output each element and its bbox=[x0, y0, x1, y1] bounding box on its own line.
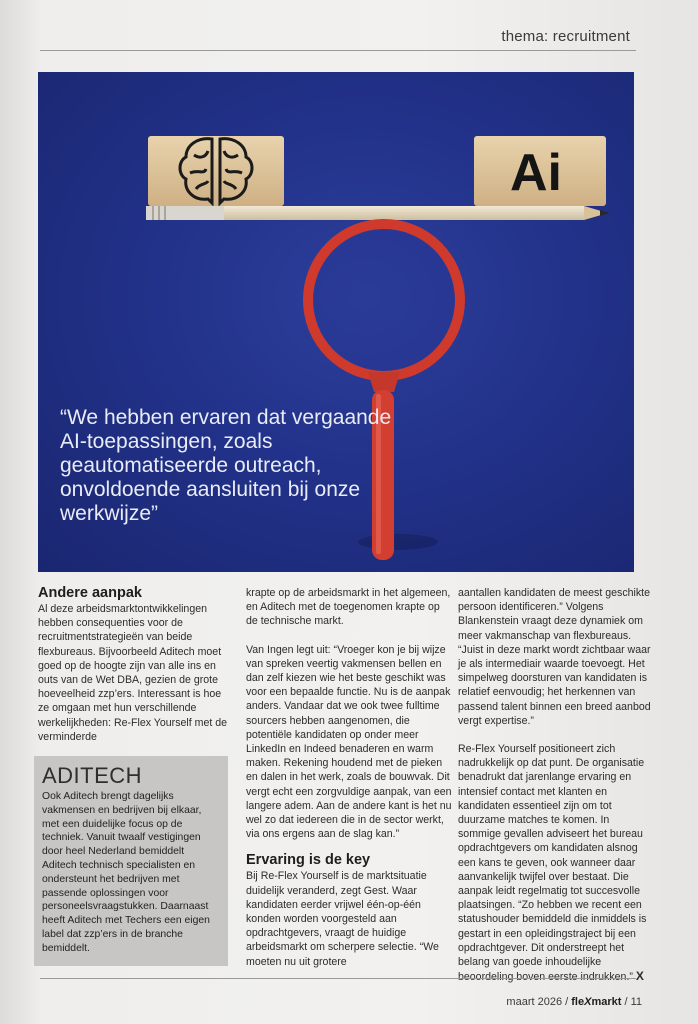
pencil-icon bbox=[146, 206, 610, 220]
brand-x: X bbox=[584, 996, 592, 1008]
bottom-divider bbox=[40, 978, 636, 979]
footer-page-number: / 11 bbox=[624, 996, 642, 1008]
footer-date: maart 2026 / bbox=[506, 996, 569, 1008]
wood-block-left bbox=[148, 136, 284, 206]
footer-brand-logo bbox=[571, 996, 621, 1008]
column-2 bbox=[246, 586, 452, 969]
column-1-paragraph-1: Al deze arbeidsmarktontwikkelingen hebben consequenties voor de recruitmentstrategieën van beide flexbureaus. Bijvoorbeeld Aditech moet goed op de hoogte zijn van alle ins en outs van de Wet DBA, gezien de grote hoeveelheid zzp’ers. Interessant is hoe ze omgaan met hun verschillende werkelijkheden: Re-Flex Yourself met de verminderde bbox=[38, 603, 228, 743]
column-1 bbox=[38, 584, 234, 744]
column-3-paragraph-2-text: Re-Flex Yourself positioneert zich nadrukkelijk op dat punt. De organisatie benadrukt dat jarenlange ervaring en intensief contact met klanten en kandidaten essentieel zijn om tot duurzame matches te komen. In sommige gevallen adviseert het bureau opdrachtgevers om kandidaten alsnog een kans te geven, ook wanneer daar aanvankelijk twijfel over bestaat. Die aanpak leidt regelmatig tot succesvolle plaatsingen. “Zo hebben we recent een statushouder bemiddeld die inmiddels is gestart in een opleidingstraject bij een opdrachtgever. Dit onderstreept het belang van goede inhoudelijke bbox=[458, 743, 647, 969]
column-2-paragraph-3: Bij Re-Flex Yourself is de marktsituatie duidelijk veranderd, zegt Gest. Waar kandidaten eerder vrijwel één-op-één konden worden voorgesteld aan opdrachtgevers, vraagt de huidige arbeidsmarkt om scherpere selectie. “We moeten nu uit grotere bbox=[246, 870, 439, 968]
column-2-paragraph-2: Van Ingen legt uit: “Vroeger kon je bij wijze van spreken veertig vakmensen bellen en dan zelf kiezen wie het beste geschikt was voor een bepaalde functie. Nu is de aanpak anders. Vandaar dat we ook twee fulltime sourcers hebben aangenomen, die potentiële kandidaten op onder meer LinkedIn en Indeed benaderen en warm maken. Rekening houdend met de pieken en dalen in het werk, zoals de bouwvak. Dit vergt echt een zorgvuldige aanpak, van een langere adem. Aan de andere kant is het nu wel zo dat iedereen die in de sector werkt, via ons ergens aan de slag kan.” bbox=[246, 643, 452, 841]
pull-quote: “We hebben ervaren dat vergaande AI-toepassingen, zoals geautomatiseerde outreach, onvoldoende aansluiten bij onze werkwijze” bbox=[60, 406, 392, 525]
end-mark-icon: X bbox=[635, 969, 644, 984]
section-theme-label: thema: recruitment bbox=[501, 28, 630, 45]
column-2-paragraph-1: krapte op de arbeidsmarkt in het algemeen, en Aditech met de toegenomen krapte op de technische markt. bbox=[246, 587, 451, 628]
top-divider bbox=[40, 50, 636, 51]
brand-post: markt bbox=[591, 996, 622, 1008]
aditech-body: Ook Aditech brengt dagelijks vakmensen en bedrijven bij elkaar, met een duidelijke focus op de techniek. Vanuit twaalf vestigingen door heel Nederland bemiddelt Aditech technisch specialisten en ondersteunt het bedrijven met passende oplossingen voor personeelsvraagstukken. Daarnaast heeft Aditech met Techers een eigen label dat zzp’ers in de branche bemiddelt. bbox=[42, 791, 210, 954]
column-3-paragraph-2 bbox=[458, 742, 654, 984]
brand-pre: fle bbox=[571, 996, 585, 1008]
column-3 bbox=[458, 586, 654, 984]
hero-image bbox=[38, 72, 634, 572]
aditech-sidebar-box bbox=[34, 756, 228, 966]
heading-andere-aanpak: Andere aanpak bbox=[38, 585, 142, 601]
page-footer bbox=[506, 996, 642, 1008]
ai-block-text: Ai bbox=[510, 144, 562, 202]
column-3-paragraph-1: aantallen kandidaten de meest geschikte persoon identificeren.” Volgens Blankenstein vraagt deze dynamiek om meer vakmanschap van flexbureaus. “Juist in deze markt wordt zichtbaar waar je als intermediair waarde toevoegt. Het simpelweg doorsturen van kandidaten is relatief eenvoudig; het herkennen van passend talent binnen een breed aanbod vergt expertise.” bbox=[458, 587, 651, 727]
aditech-title: ADITECH bbox=[42, 763, 143, 788]
heading-ervaring-is-de-key: Ervaring is de key bbox=[246, 852, 371, 869]
